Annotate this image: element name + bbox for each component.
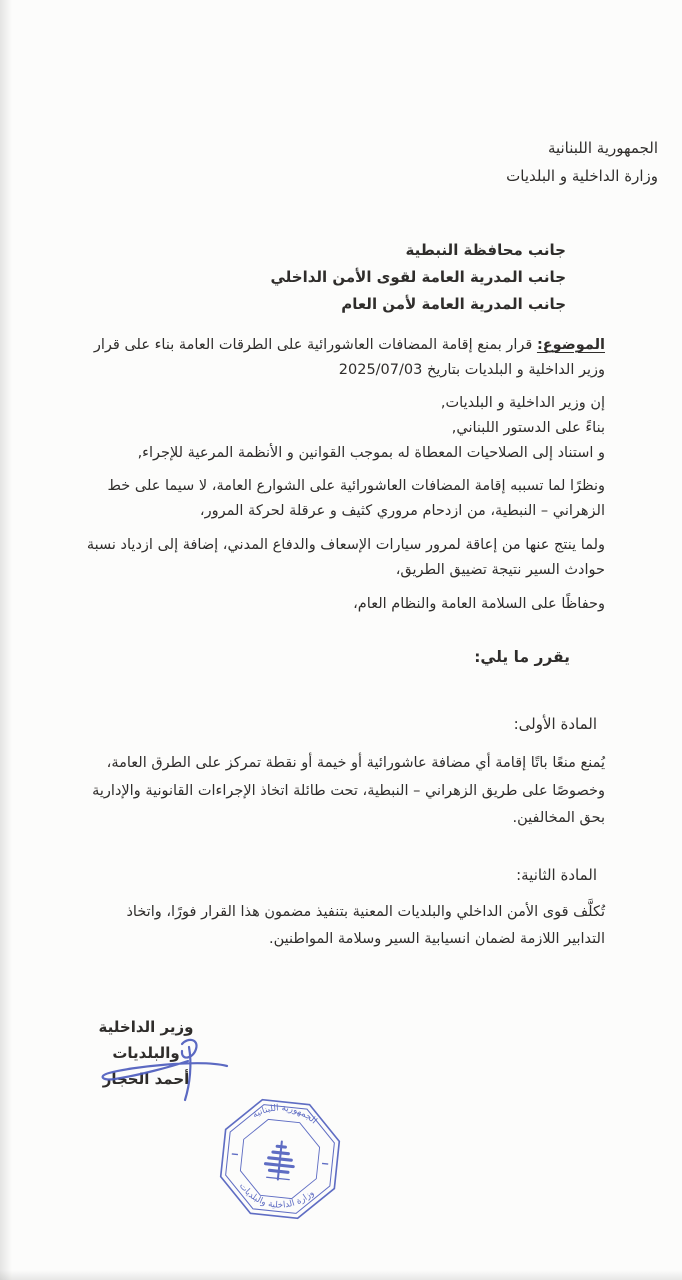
signature-scribble-icon (96, 1036, 236, 1104)
preamble-line: بناءً على الدستور اللبناني, (451, 420, 605, 436)
preamble-line: ونظرًا لما تسببه إقامة المضافات العاشورائية على الشوارع العامة، لا سيما على خط الزهراني – النبطية، من ازدحام مروري كثيف و عرقلة لحركة المرور، (107, 478, 605, 519)
cedar-icon (264, 1140, 296, 1181)
letterhead-ministry: وزارة الداخلية و البلديات (506, 167, 658, 185)
addressee-general-security: جانب المدرية العامة لأمن العام (341, 295, 566, 313)
signature-name: أحمد الحجار (102, 1070, 190, 1088)
preamble-line: و استناد إلى الصلاحيات المعطاة له بموجب القوانين و الأنظمة المرعية للإجراء, (137, 445, 605, 461)
decision-heading: يقرر ما يلي: (474, 648, 570, 666)
article-1-title: المادة الأولى: (513, 715, 597, 733)
subject-paragraph (85, 333, 605, 383)
addressee-governorate: جانب محافظة النبطية (405, 241, 566, 259)
article-2-title: المادة الثانية: (516, 866, 597, 884)
ministry-stamp (214, 1096, 346, 1222)
decree-body (85, 333, 605, 617)
subject-label: الموضوع: (536, 337, 605, 353)
letterhead (506, 134, 658, 190)
stamp-top-text: الجمهورية اللبنانية (250, 1103, 319, 1127)
signature-title: وزير الداخلية والبلديات (98, 1018, 194, 1062)
preamble-line: ولما ينتج عنها من إعاقة لمرور سيارات الإسعاف والدفاع المدني، إضافة إلى ازدياد نسبة حوادث السير نتيجة تضييق الطريق، (86, 537, 605, 578)
preamble-line: وحفاظًا على السلامة العامة والنظام العام، (353, 596, 605, 612)
preamble-line: إن وزير الداخلية و البلديات, (440, 395, 605, 411)
subject-text: قرار بمنع إقامة المضافات العاشورائية على الطرقات العامة بناء على قرار وزير الداخلية و البلديات بتاريخ 2025/07/03 (93, 337, 605, 378)
article-1-body: يُمنع منعًا باتًا إقامة أي مضافة عاشورائية أو خيمة أو نقطة تمركز على الطرق العامة، وخصوصًا على طريق الزهراني – النبطية، تحت طائلة اتخاذ الإجراءات القانونية والإدارية بحق المخالفين. (92, 755, 605, 826)
letterhead-republic: الجمهورية اللبنانية (547, 139, 658, 157)
addressee-internal-security: جانب المدرية العامة لقوى الأمن الداخلي (270, 268, 566, 286)
stamp-bottom-text: وزارة الداخلية والبلديات (236, 1181, 317, 1211)
article-2-body: تُكلَّف قوى الأمن الداخلي والبلديات المعنية بتنفيذ مضمون هذا القرار فورًا، واتخاذ التدابير اللازمة لضمان انسيابية السير وسلامة المواطنين. (126, 904, 605, 947)
addressee-block (270, 237, 566, 318)
